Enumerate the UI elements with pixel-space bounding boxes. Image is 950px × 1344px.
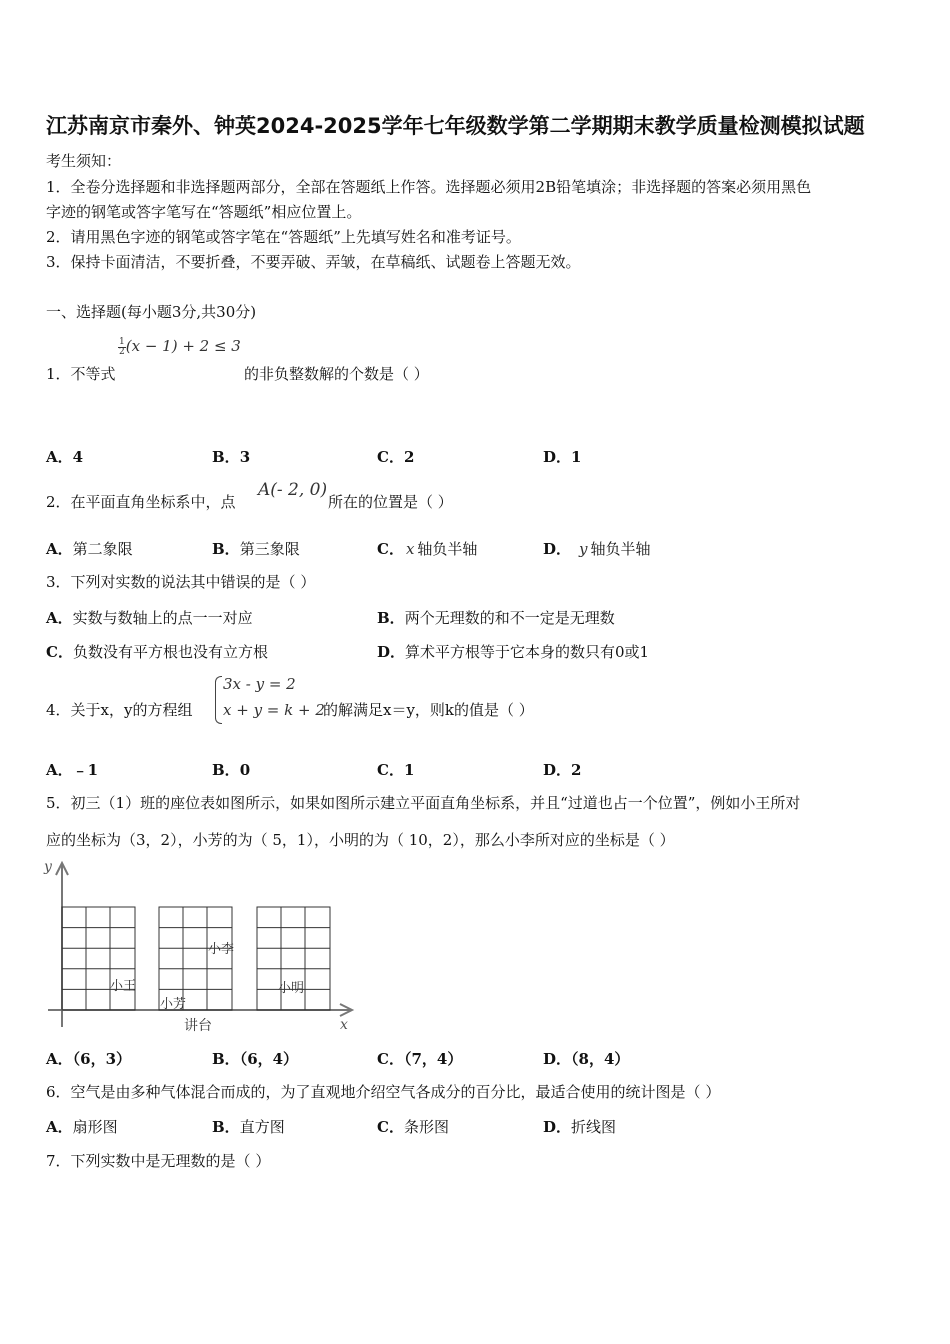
q3-option-a-text: 实数与数轴上的点一一对应 [72, 609, 253, 627]
label-xiaoli: 小李 [208, 942, 235, 957]
q4-option-c-text: 1 [403, 761, 415, 779]
q4-option-a-text: ﹣1 [72, 761, 99, 779]
q5-option-c-text: （7，4） [403, 1050, 463, 1068]
q3-option-a[interactable] [46, 607, 253, 628]
q6-option-c-label: C． [377, 1118, 404, 1136]
seating-chart-figure [40, 855, 360, 1035]
q2-point-math: A(- 2, 0) [258, 480, 328, 500]
q5-option-d[interactable] [543, 1048, 629, 1069]
q1-option-b-label: B． [212, 448, 240, 466]
q4-prefix: 4．关于x，y的方程组 [46, 701, 193, 719]
q1-option-a[interactable] [46, 446, 83, 467]
notice-line-4: 3．保持卡面清洁，不要折叠，不要弄破、弄皱，在草稿纸、试题卷上答题无效。 [46, 253, 581, 271]
q3-option-d[interactable] [377, 641, 649, 662]
q6-option-a-label: A． [46, 1118, 73, 1136]
q4-option-a[interactable] [46, 759, 98, 780]
q5-option-d-label: D． [543, 1050, 572, 1068]
q3-option-c[interactable] [46, 641, 268, 662]
q5-option-a[interactable] [46, 1048, 131, 1069]
q5-option-a-label: A． [46, 1050, 73, 1068]
q6-option-a-text: 扇形图 [72, 1118, 118, 1136]
q4-brace [215, 676, 222, 724]
q2-prefix: 2．在平面直角坐标系中，点 [46, 493, 236, 511]
q2-option-c-label: C． [377, 540, 404, 558]
q1-option-d[interactable] [543, 446, 581, 467]
y-axis-label: y [44, 859, 52, 875]
q3-option-b-label: B． [377, 609, 405, 627]
label-xiaowang: 小王 [110, 979, 137, 994]
q4-equation-2: x + y = k + 2 [223, 701, 325, 719]
q1-option-c-label: C． [377, 448, 404, 466]
q2-option-a-text: 第二象限 [72, 540, 133, 558]
notice-line-1: 1．全卷分选择题和非选择题两部分，全部在答题纸上作答。选择题必须用2B铅笔填涂；非选择题的答案必须用黑色 [46, 178, 812, 196]
q1-option-c[interactable] [377, 446, 414, 467]
q4-equation-1: 3x - y = 2 [223, 675, 296, 693]
q1-inequality [118, 337, 241, 357]
q6-option-d-label: D． [543, 1118, 572, 1136]
x-axis-label: x [340, 1017, 348, 1033]
q1-fraction [118, 338, 126, 357]
q2-option-c-text: 轴负半轴 [417, 540, 478, 558]
q4-option-c-label: C． [377, 761, 404, 779]
q5-option-b-text: （6，4） [239, 1050, 299, 1068]
q1-math-rest: (x − 1) + 2 ≤ 3 [125, 337, 241, 355]
q4-option-b-label: B． [212, 761, 240, 779]
q4-suffix: 的解满足x＝y，则k的值是（ ） [323, 701, 534, 719]
q1-option-d-label: D． [543, 448, 572, 466]
q4-option-c[interactable] [377, 759, 414, 780]
q4-equation-system [215, 674, 325, 726]
q1-option-a-text: 4 [72, 448, 84, 466]
q3-option-c-text: 负数没有平方根也没有立方根 [72, 643, 268, 661]
q5-option-c-label: C． [377, 1050, 404, 1068]
q1-prefix: 1．不等式 [46, 365, 116, 383]
q5-line-1: 5．初三（1）班的座位表如图所示，如果如图所示建立平面直角坐标系，并且“过道也占一个位置”，例如小王所对 [46, 794, 801, 812]
q3-option-b[interactable] [377, 607, 615, 628]
q4-option-b-text: 0 [239, 761, 251, 779]
q4-option-d[interactable] [543, 759, 581, 780]
q2-option-a[interactable] [46, 538, 133, 559]
q3-text: 3．下列对实数的说法其中错误的是（ ） [46, 573, 316, 591]
q2-option-d-var: y [579, 540, 588, 558]
q3-option-a-label: A． [46, 609, 73, 627]
label-xiaoming: 小明 [278, 981, 305, 996]
q2-suffix: 所在的位置是（ ） [328, 493, 453, 511]
notice-line-3: 2．请用黑色字迹的钢笔或答字笔在“答题纸”上先填写姓名和准考证号。 [46, 228, 521, 246]
q1-option-b-text: 3 [239, 448, 251, 466]
q6-option-d[interactable] [543, 1116, 616, 1137]
q3-option-c-label: C． [46, 643, 73, 661]
q7-text: 7．下列实数中是无理数的是（ ） [46, 1152, 271, 1170]
q6-option-c-text: 条形图 [403, 1118, 449, 1136]
q1-option-c-text: 2 [403, 448, 415, 466]
label-xiaofang: 小芳 [160, 997, 187, 1012]
q6-option-b[interactable] [212, 1116, 285, 1137]
notice-heading: 考生须知： [46, 152, 122, 170]
q1-frac-num: 1 [119, 336, 125, 347]
q2-option-d[interactable] [543, 538, 651, 559]
q2-option-b[interactable] [212, 538, 300, 559]
notice-line-2: 字迹的钢笔或答字笔写在“答题纸”相应位置上。 [46, 203, 362, 221]
q5-option-c[interactable] [377, 1048, 462, 1069]
q2-option-b-text: 第三象限 [239, 540, 300, 558]
q5-option-b-label: B． [212, 1050, 240, 1068]
q6-option-a[interactable] [46, 1116, 118, 1137]
q3-option-b-text: 两个无理数的和不一定是无理数 [404, 609, 615, 627]
q3-option-d-label: D． [377, 643, 406, 661]
q6-option-d-text: 折线图 [571, 1118, 617, 1136]
q5-line-2: 应的坐标为（3，2），小芳的为（ 5，1），小明的为（ 10，2），那么小李所对应的坐标是（ ） [46, 831, 675, 849]
exam-title: 江苏南京市秦外、钟英2024-2025学年七年级数学第二学期期末教学质量检测模拟试题 [46, 114, 865, 138]
q6-text: 6．空气是由多种气体混合而成的，为了直观地介绍空气各成分的百分比，最适合使用的统计图是（ ） [46, 1083, 721, 1101]
q4-option-d-text: 2 [571, 761, 582, 779]
q2-option-c-var: x [405, 540, 415, 558]
podium-label: 讲台 [184, 1018, 212, 1034]
section-heading: 一、选择题(每小题3分,共30分) [46, 303, 257, 321]
q2-option-b-label: B． [212, 540, 240, 558]
q5-option-b[interactable] [212, 1048, 298, 1069]
q4-option-a-label: A． [46, 761, 73, 779]
q4-option-d-label: D． [543, 761, 572, 779]
q3-option-d-text: 算术平方根等于它本身的数只有0或1 [405, 643, 650, 661]
q1-option-d-text: 1 [571, 448, 582, 466]
q2-option-c[interactable] [377, 538, 477, 559]
q1-frac-den: 2 [119, 346, 125, 357]
q6-option-b-text: 直方图 [239, 1118, 285, 1136]
q2-option-a-label: A． [46, 540, 73, 558]
q1-option-b[interactable] [212, 446, 250, 467]
q1-suffix: 的非负整数解的个数是（ ） [244, 365, 429, 383]
q5-option-d-text: （8，4） [571, 1050, 630, 1068]
seat-block-left [62, 907, 135, 1010]
q6-option-c[interactable] [377, 1116, 449, 1137]
seat-block-middle [159, 907, 235, 1010]
q4-option-b[interactable] [212, 759, 250, 780]
q2-option-d-text: 轴负半轴 [590, 540, 651, 558]
q1-option-a-label: A． [46, 448, 73, 466]
q2-option-d-label: D． [543, 540, 572, 558]
q6-option-b-label: B． [212, 1118, 240, 1136]
q5-option-a-text: （6，3） [72, 1050, 132, 1068]
